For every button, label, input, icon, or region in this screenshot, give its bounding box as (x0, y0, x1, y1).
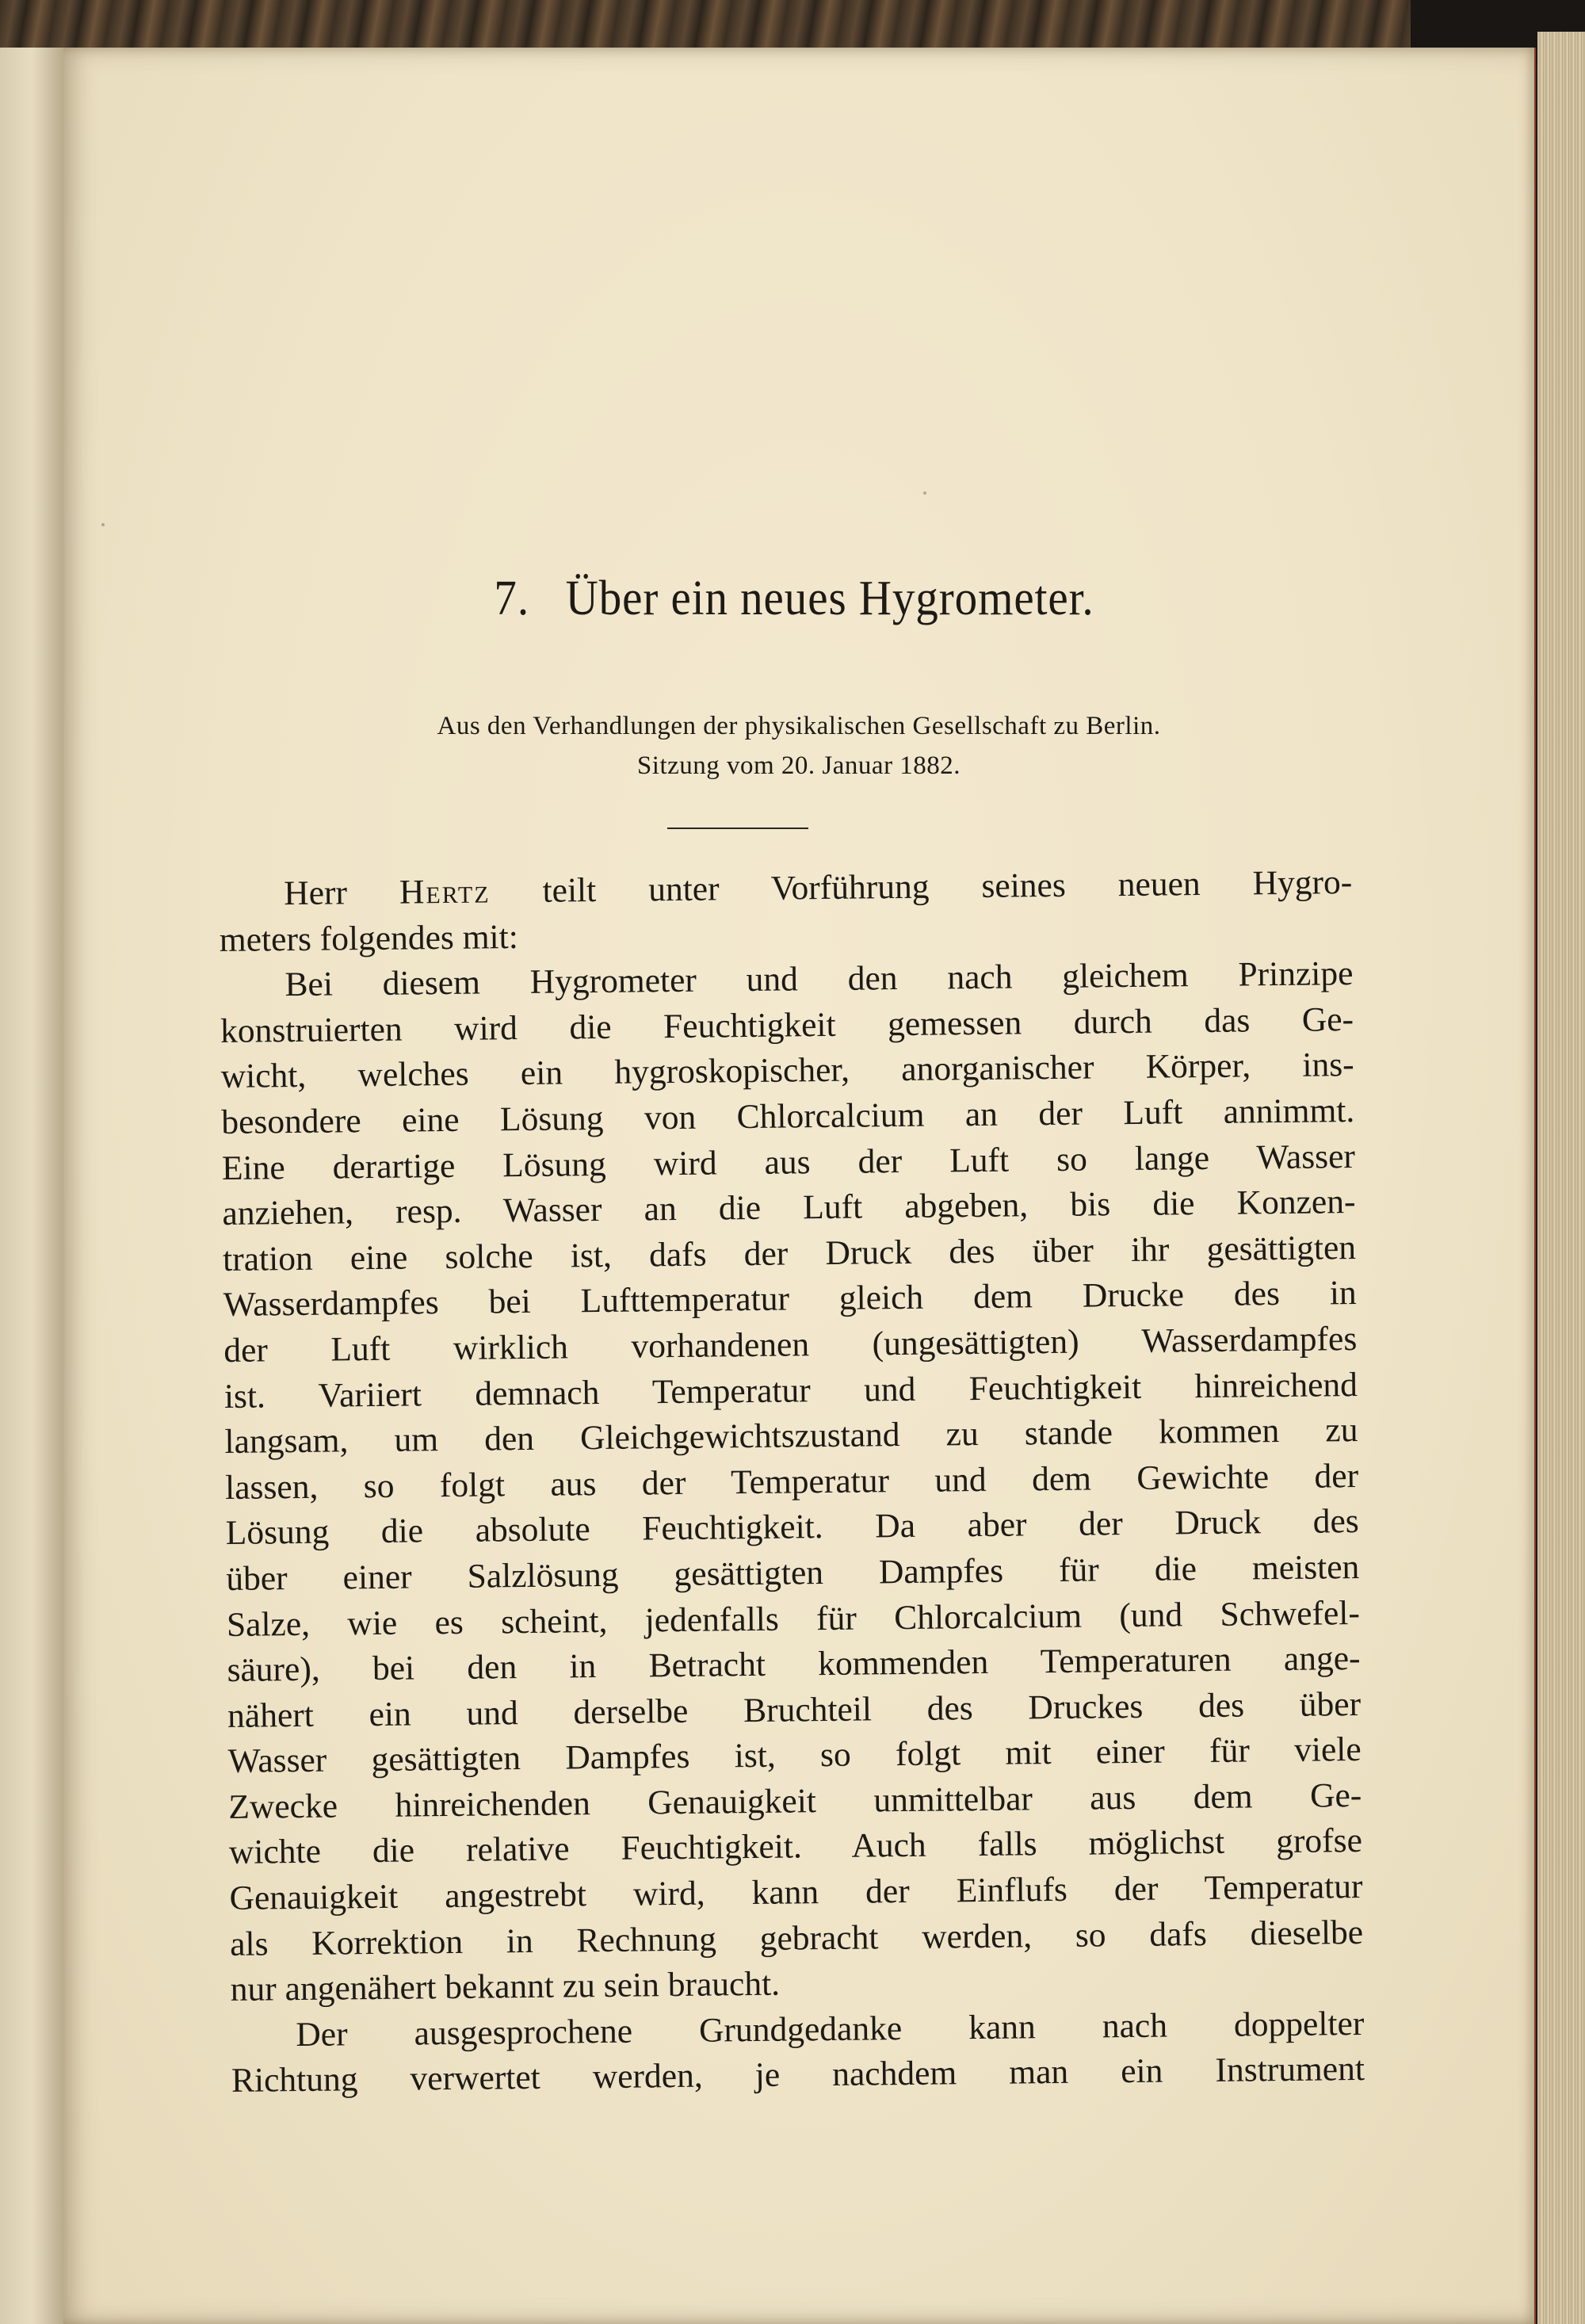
text-line: Wasserdampfes bei Lufttemperatur gleich dem Drucke des in (223, 1274, 1357, 1324)
text-line: konstruierten wird die Feuchtigkeit gemessen durch das Ge- (220, 1000, 1354, 1050)
text-line: anziehen, resp. Wasser an die Luft abgeben, bis die Konzen- (222, 1183, 1356, 1233)
text-line: wichte die relative Feuchtigkeit. Auch falls möglichst grofse (228, 1821, 1363, 1872)
text-line: säure), bei den in Betracht kommenden Temperaturen ange- (227, 1639, 1361, 1690)
page-content (63, 48, 1534, 2324)
source-line-2: Sitzung vom 20. Januar 1882. (636, 751, 961, 780)
text-line: nur angenähert bekannt zu sein braucht. (230, 1964, 781, 2009)
text-line: Eine derartige Lösung wird aus der Luft so lange Wasser (221, 1137, 1356, 1187)
separator-rule (667, 828, 808, 829)
text-line: langsam, um den Gleichgewichtszustand zu stande kommen zu (224, 1411, 1358, 1462)
text-line: lassen, so folgt aus der Temperatur und dem Gewichte der (224, 1456, 1359, 1507)
body-text (219, 860, 1365, 2104)
text-line: nähert ein und derselbe Bruchteil des Druckes des über (227, 1684, 1362, 1735)
text-line: Wasser gesättigten Dampfes ist, so folgt mit einer für viele (227, 1730, 1362, 1781)
text-line: der Luft wirklich vorhandenen (ungesättigten) Wasserdampfes (223, 1319, 1358, 1370)
text-line: wicht, welches ein hygroskopischer, anorganischer Körper, ins- (220, 1045, 1354, 1096)
text-line: meters folgendes mit: (219, 917, 519, 959)
chapter-title: Über ein neues Hygrometer. (565, 571, 1094, 625)
text-line: Bei diesem Hygrometer und den nach gleichem Prinzipe (285, 954, 1354, 1004)
chapter-number: 7. (494, 571, 530, 625)
text-line: Herr Hertz teilt unter Vorführung seines neuen Hygro- (284, 863, 1353, 913)
page-sheet (63, 48, 1534, 2324)
text-line: besondere eine Lösung von Chlorcalcium an der Luft annimmt. (221, 1091, 1355, 1141)
text-line: ist. Variiert demnach Temperatur und Feuchtigkeit hinreichend (223, 1365, 1358, 1416)
text-line: tration eine solche ist, dafs der Druck des über ihr gesättigten (222, 1228, 1357, 1279)
chapter-heading (117, 571, 1471, 627)
text-line: Genauigkeit angestrebt wird, kann der Einflufs der Temperatur (229, 1867, 1363, 1917)
text-line: als Korrektion in Rechnung gebracht werden, so dafs dieselbe (229, 1913, 1364, 1963)
text-line: Zwecke hinreichenden Genauigkeit unmittelbar aus dem Ge- (228, 1775, 1362, 1826)
source-line-1: Aus den Verhandlungen der physikalischen Gesellschaft zu Berlin. (437, 712, 1161, 740)
text-line: Lösung die absolute Feuchtigkeit. Da aber der Druck des (225, 1502, 1359, 1553)
speaker-name: Hertz (399, 872, 491, 912)
text-line: Der ausgesprochene Grundgedanke kann nach doppelter (296, 2004, 1365, 2054)
book-gutter (0, 48, 71, 2324)
text-line: über einer Salzlösung gesättigten Dampfes für die meisten (226, 1547, 1360, 1598)
page-edge-stack (1537, 32, 1585, 2324)
text-line: Salze, wie es scheint, jedenfalls für Chlorcalcium (und Schwefel- (226, 1593, 1361, 1644)
text-line: Richtung verwertet werden, je nachdem man ein Instrument (231, 2050, 1365, 2100)
